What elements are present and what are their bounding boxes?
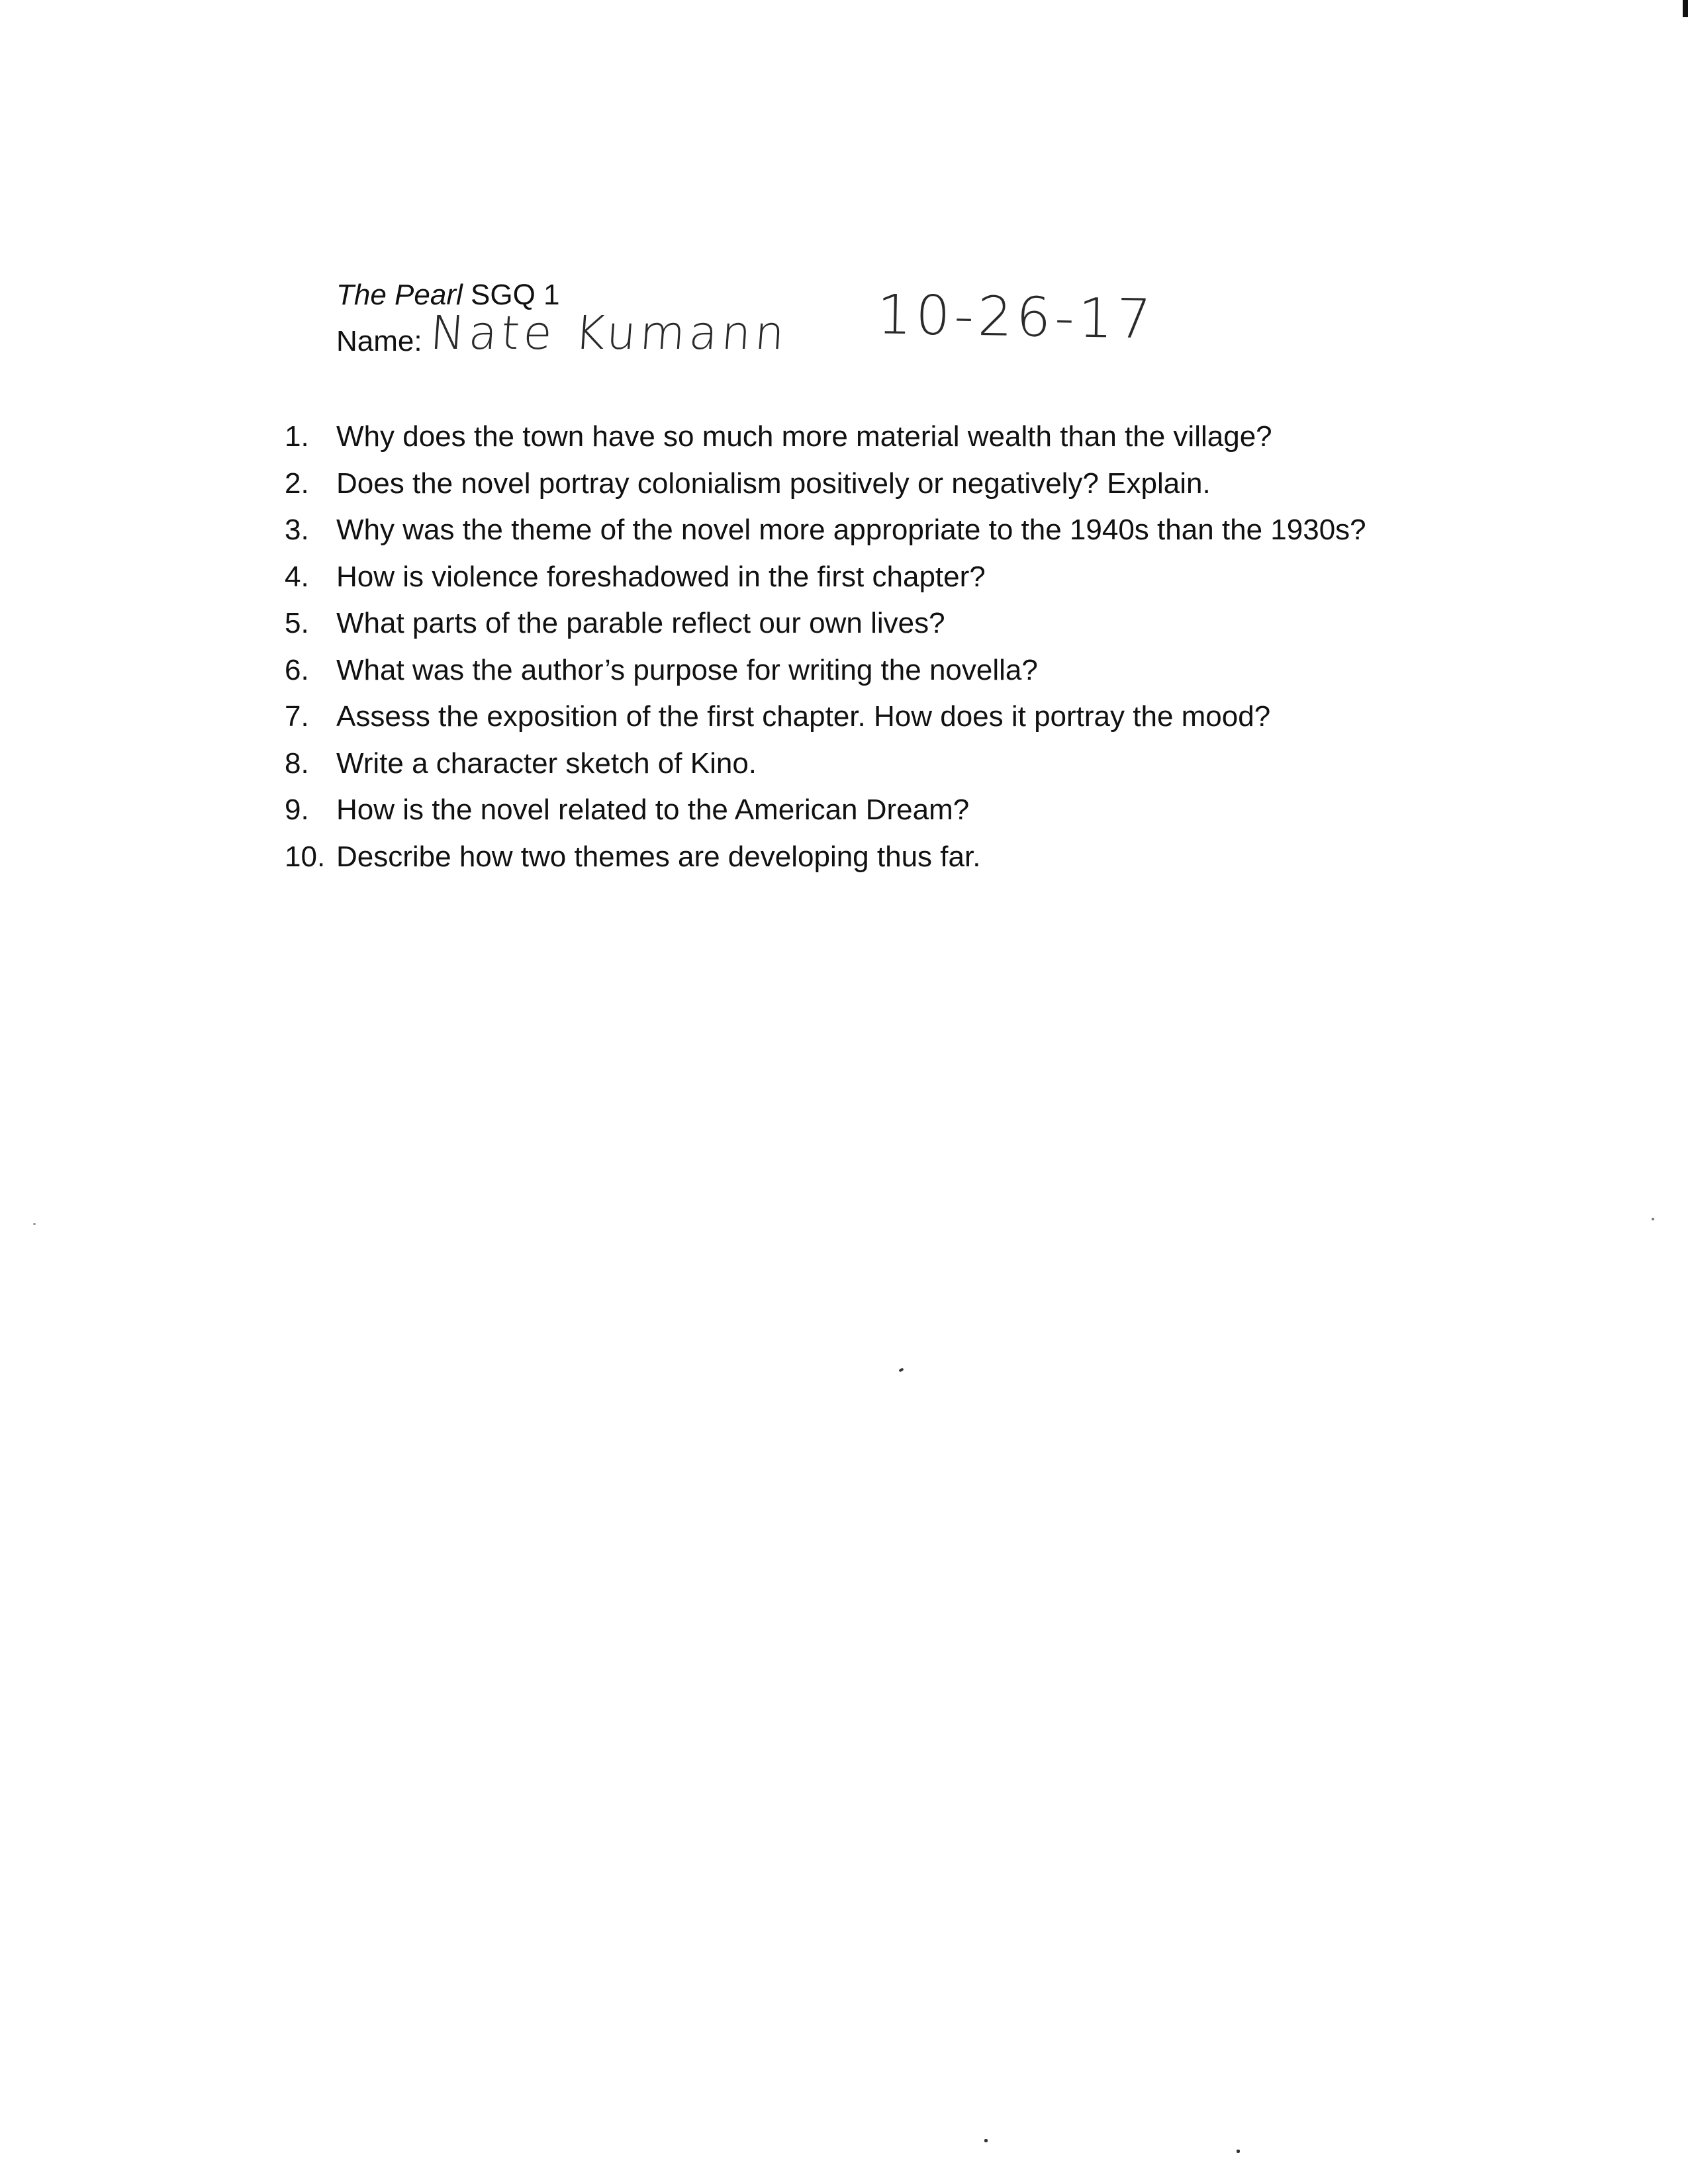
question-number: 3. [285, 514, 309, 546]
question-text: What was the author’s purpose for writing the novella? [336, 653, 1038, 686]
question-number: 10. [285, 840, 326, 873]
question-number: 8. [285, 747, 309, 780]
question-list [285, 414, 1366, 880]
question-number: 9. [285, 794, 309, 826]
question-number: 1. [285, 420, 309, 453]
question-item [285, 507, 1366, 554]
question-number: 5. [285, 607, 309, 639]
question-item [285, 554, 1366, 601]
scan-speck [984, 2139, 988, 2142]
question-text: What parts of the parable reflect our own lives? [336, 607, 945, 639]
question-item [285, 834, 1366, 881]
scan-speck [898, 1368, 904, 1373]
name-label: Name: [336, 325, 422, 357]
question-item [285, 461, 1366, 508]
name-line [336, 323, 422, 360]
worksheet-label: SGQ 1 [462, 279, 560, 311]
scan-speck [33, 1223, 36, 1225]
question-text: Why was the theme of the novel more appropriate to the 1940s than the 1930s? [336, 514, 1366, 546]
handwritten-date: 10-26-17 [876, 283, 1156, 351]
scan-speck [1652, 1218, 1654, 1220]
question-item [285, 600, 1366, 647]
question-text: How is the novel related to the American Dream? [336, 794, 970, 826]
question-item [285, 741, 1366, 788]
question-item [285, 787, 1366, 834]
question-item [285, 694, 1366, 741]
question-text: Why does the town have so much more material wealth than the village? [336, 420, 1272, 453]
question-text: Assess the exposition of the first chapter. How does it portray the mood? [336, 700, 1271, 733]
question-item [285, 647, 1366, 694]
book-title: The Pearl [336, 279, 463, 311]
question-number: 6. [285, 653, 309, 686]
question-number: 2. [285, 467, 309, 500]
question-text: Does the novel portray colonialism positively or negatively? Explain. [336, 467, 1211, 500]
scan-speck [1237, 2150, 1240, 2153]
scan-edge-mark [1683, 0, 1688, 17]
question-item [285, 414, 1366, 461]
question-number: 4. [285, 560, 309, 593]
question-text: Describe how two themes are developing thus far. [336, 840, 981, 873]
question-text: How is violence foreshadowed in the first chapter? [336, 560, 986, 593]
handwritten-name: Nate Kumann [428, 306, 790, 360]
question-number: 7. [285, 700, 309, 733]
question-text: Write a character sketch of Kino. [336, 747, 757, 780]
